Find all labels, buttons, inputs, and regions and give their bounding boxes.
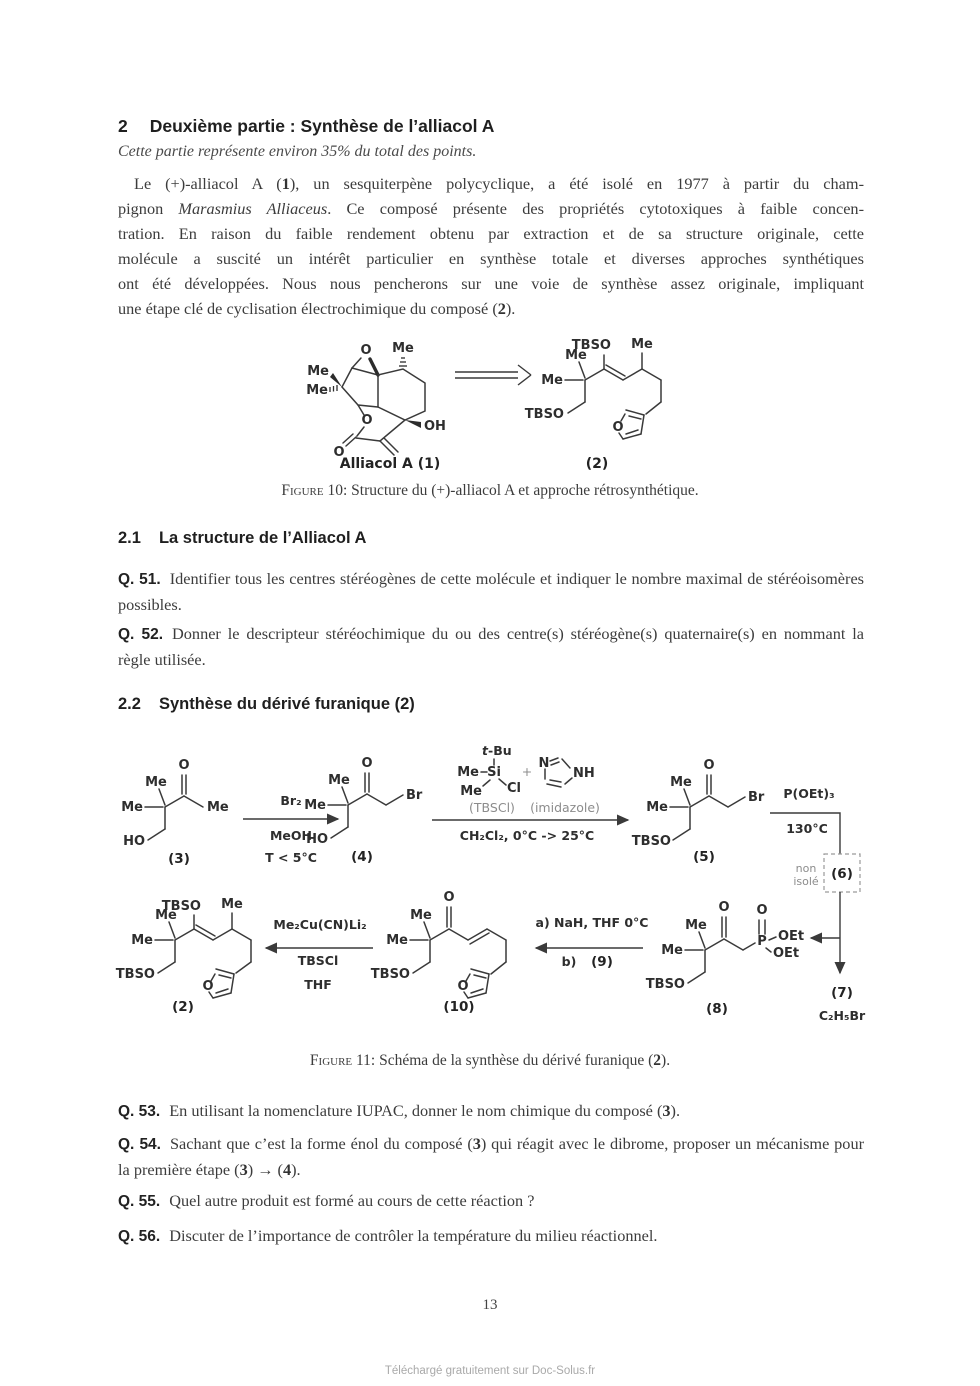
- me-top-label: Me: [392, 341, 414, 356]
- note-non: non: [795, 862, 817, 875]
- page-number: 13: [482, 1297, 498, 1313]
- o-label: O: [756, 903, 768, 918]
- me-label: Me: [460, 784, 482, 799]
- question-56: Q. 56. Discuter de l’importance de contrôler la température du milieu réactionnel.: [118, 1226, 658, 1245]
- imidazole-structure: [530, 756, 600, 815]
- watermark-text: Téléchargé gratuitement sur Doc-Solus.fr: [384, 1365, 596, 1377]
- me-label: Me: [670, 775, 692, 790]
- me-label: Me: [661, 943, 683, 958]
- furan-o-label: O: [457, 979, 469, 994]
- tbso-label: TBSO: [370, 967, 410, 982]
- me-chain-label: Me: [631, 337, 653, 352]
- intro-line-4: molécule a suscité un intérêt particulier en synthèse totale et diverses approches synthétiques: [118, 249, 864, 268]
- section-22-heading: 2.2 Synthèse du dérivé furanique (2): [118, 695, 415, 713]
- carbonyl-o-label: O: [333, 445, 345, 460]
- alliacol-a-structure: [306, 341, 446, 472]
- compound-10-structure: [371, 890, 506, 1015]
- p-label: P: [757, 934, 767, 949]
- compound-8-structure: [646, 900, 804, 1017]
- retrosynthesis-arrow-icon: [455, 365, 531, 385]
- question-55: Q. 55. Quel autre produit est formé au cours de cette réaction ?: [118, 1191, 535, 1210]
- tbso-bottom-label: TBSO: [115, 967, 155, 982]
- me-label: Me: [386, 933, 408, 948]
- tbso-label: TBSO: [645, 977, 685, 992]
- note-isole: isolé: [793, 875, 819, 888]
- plus-sign: +: [521, 764, 533, 779]
- br-label: Br: [748, 790, 765, 805]
- me-label: Me: [121, 800, 143, 815]
- reaction-arrow-5: [266, 917, 373, 992]
- reagent-tbscl: TBSCl: [297, 953, 339, 968]
- condition-temp: 130°C: [786, 821, 828, 836]
- compound-10-label: (10): [443, 999, 475, 1015]
- compound-2-label: (2): [172, 999, 194, 1015]
- nh-label: NH: [573, 766, 595, 781]
- figure-10-structures: [300, 325, 700, 475]
- tbscl-structure: [457, 743, 521, 815]
- me-label: Me: [207, 800, 229, 815]
- o-label: O: [703, 758, 715, 773]
- question-53: Q. 53. En utilisant la nomenclature IUPAC, donner le nom chimique du composé (3).: [118, 1101, 681, 1120]
- me-label: Me: [410, 908, 432, 923]
- me-label: Me: [155, 908, 177, 923]
- me-gem2-label: Me: [541, 373, 563, 388]
- figure-11-caption: Figure 11: Schéma de la synthèse du dérivé furanique (2).: [309, 1052, 671, 1069]
- section-title: Deuxième partie : Synthèse de l’alliacol A: [149, 116, 495, 136]
- section-21-heading: 2.1 La structure de l’Alliacol A: [118, 529, 367, 547]
- compound-2-structure: [116, 897, 251, 1015]
- question-54: Q. 54. Sachant que c’est la forme énol du composé (3) qui réagit avec le dibrome, proposer un mécanisme pour la première étape (3) → (4).: [118, 1134, 865, 1179]
- compound-3-structure: [121, 758, 229, 867]
- compound-2-structure: [525, 337, 661, 472]
- me-label: Me: [457, 765, 479, 780]
- oet-label: OEt: [778, 929, 805, 944]
- si-label: Si: [487, 765, 501, 780]
- condition-solvent: CH₂Cl₂, 0°C -> 25°C: [459, 828, 595, 843]
- section-2-heading: [118, 116, 494, 137]
- ho-label: HO: [306, 832, 328, 847]
- figure-10-caption: Figure 10: Structure du (+)-alliacol A et approche rétrosynthétique.: [281, 482, 699, 499]
- furan-o-label: O: [612, 420, 624, 435]
- compound-4-label: (4): [351, 849, 373, 865]
- intro-paragraph: [118, 171, 864, 321]
- reaction-arrow-4: [536, 915, 649, 970]
- cl-label: Cl: [507, 781, 521, 796]
- o-label: O: [178, 758, 190, 773]
- ho-label: HO: [123, 834, 145, 849]
- me-gem1-label: Me: [565, 348, 587, 363]
- epoxide-o-label: O: [360, 343, 372, 358]
- me-label: Me: [646, 800, 668, 815]
- question-51: Q. 51. Identifier tous les centres stéréogènes de cette molécule et indiquer le nombre maximal de stéréoisomères possibles.: [118, 569, 865, 614]
- question-52: Q. 52. Donner le descripteur stéréochimique du ou des centre(s) stéréogène(s) quaternaire(s) en nommant la règle utilisée.: [118, 624, 864, 669]
- compound-3-label: (3): [168, 851, 190, 867]
- section-subtitle: Cette partie représente environ 35% du total des points.: [118, 143, 477, 160]
- intro-line-1: Le (+)-alliacol A (1), un sesquiterpène polycyclique, a été isolé en 1977 à partir du cham-: [134, 174, 864, 193]
- me-label: Me: [131, 933, 153, 948]
- alliacol-label: Alliacol A (1): [339, 456, 441, 472]
- oh-label: OH: [424, 419, 446, 434]
- reagent-poet3: P(OEt)₃: [783, 786, 835, 801]
- me-label: Me: [685, 918, 707, 933]
- condition-b: b): [561, 954, 577, 969]
- compound-9-label: (9): [591, 954, 613, 970]
- reagent-br2: Br₂: [280, 793, 302, 808]
- intro-line-2: pignon Marasmius Alliaceus. Ce composé présente des propriétés cytotoxiques à faible concen-: [118, 199, 864, 218]
- figure-11-scheme: [95, 735, 885, 1040]
- o-label: O: [443, 890, 455, 905]
- solvent-meoh: MeOH: [269, 828, 313, 843]
- condition-nah: a) NaH, THF 0°C: [535, 915, 649, 930]
- section-number: 2: [118, 116, 128, 136]
- compound-7-label: (7): [831, 985, 853, 1001]
- tbso-label: TBSO: [631, 834, 671, 849]
- reagent-cuprate: Me₂Cu(CN)Li₂: [273, 917, 367, 932]
- o-label: O: [361, 756, 373, 771]
- compound-4-structure: [304, 756, 423, 865]
- reaction-arrow-2: [432, 820, 628, 843]
- intro-line-6: une étape clé de cyclisation électrochimique du composé (2).: [118, 299, 516, 318]
- tbu-label: t: [482, 743, 488, 758]
- compound-5-label: (5): [693, 849, 715, 865]
- lactone-o-label: O: [361, 413, 373, 428]
- me-label: Me: [328, 773, 350, 788]
- me-label: Me: [221, 897, 243, 912]
- me-gem2-label: Me: [306, 383, 328, 398]
- me-label: Me: [145, 775, 167, 790]
- tbso-top-label: TBSO: [571, 338, 611, 353]
- br-label: Br: [406, 788, 423, 803]
- intro-line-3: tration. En raison du faible rendement obtenu par extraction et de sa structure originale, cette: [118, 224, 864, 243]
- solvent-thf: THF: [304, 977, 332, 992]
- compound-2-label: (2): [585, 456, 609, 472]
- intro-line-5: ont été développées. Nous nous pencherons sur une voie de synthèse assez originale, impliquant: [118, 274, 864, 293]
- compound-6-label: (6): [831, 866, 853, 882]
- byproduct-label: C₂H₅Br: [818, 1008, 866, 1023]
- tbscl-name: (TBSCl): [469, 800, 515, 815]
- me-gem1-label: Me: [307, 364, 329, 379]
- n-label: N: [538, 756, 550, 771]
- oet-label: OEt: [773, 946, 800, 961]
- reaction-arrow-3-rail: [770, 786, 866, 1023]
- me-label: Me: [304, 798, 326, 813]
- o-label: O: [718, 900, 730, 915]
- tbu-label: -Bu: [488, 743, 512, 758]
- furan-o-label: O: [202, 979, 214, 994]
- tbso-top-label: TBSO: [161, 899, 201, 914]
- imidazole-name: (imidazole): [530, 800, 600, 815]
- compound-8-label: (8): [706, 1001, 728, 1017]
- compound-5-structure: [632, 758, 765, 865]
- condition-temp: T < 5°C: [265, 850, 317, 865]
- tbso-bottom-label: TBSO: [524, 407, 564, 422]
